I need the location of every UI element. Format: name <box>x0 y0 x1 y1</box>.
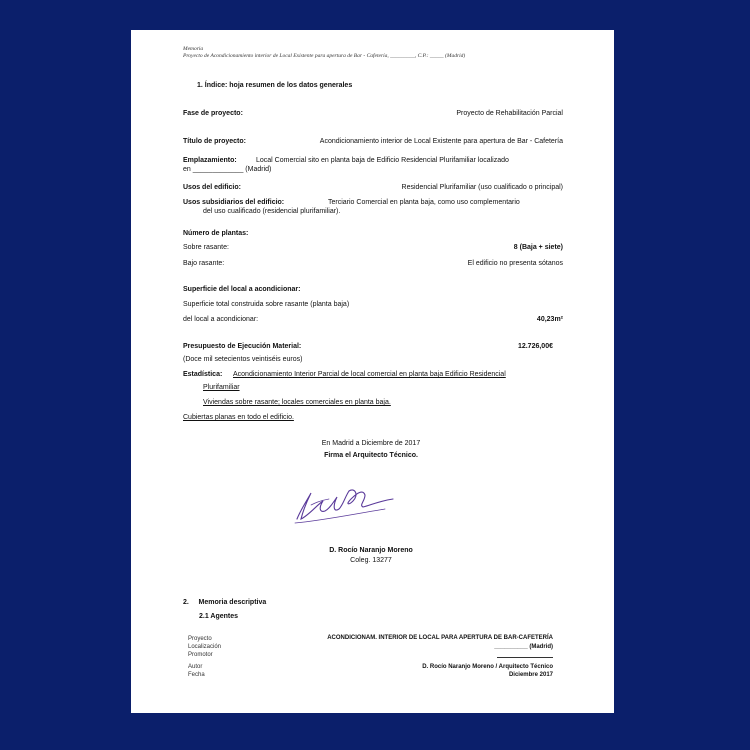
footer-author: D. Rocío Naranjo Moreno / Arquitecto Técnico <box>422 664 553 670</box>
footer-label-fecha: Fecha <box>188 672 205 678</box>
footer-project: ACONDICIONAM. INTERIOR DE LOCAL PARA APERTURA DE BAR-CAFETERÍA <box>327 635 553 641</box>
fase-label: Fase de proyecto: <box>183 110 243 117</box>
section-2-title: 2. Memoria descriptiva <box>183 599 267 606</box>
footer-label-promotor: Promotor <box>188 652 213 658</box>
sobre-rasante-label: Sobre rasante: <box>183 244 229 251</box>
subsidiarios-value-1: Terciario Comercial en planta baja, como uso complementario <box>328 199 520 206</box>
section-1-title: 1. Índice: hoja resumen de los datos generales <box>197 82 353 89</box>
superficie-line-2: del local a acondicionar: <box>183 316 259 323</box>
section-2-1-title: 2.1 Agentes <box>199 613 239 620</box>
estadistica-line-4: Cubiertas planas en todo el edificio. <box>183 414 294 421</box>
superficie-value: 40,23m² <box>536 316 563 323</box>
superficie-label: Superficie del local a acondicionar: <box>183 286 301 293</box>
estadistica-line-2: Plurifamiliar <box>203 384 240 391</box>
estadistica-label: Estadística: <box>183 371 223 378</box>
subsidiarios-label: Usos subsidiarios del edificio: <box>183 199 285 206</box>
footer-location: __________ (Madrid) <box>494 644 553 650</box>
titulo-label: Título de proyecto: <box>183 138 246 145</box>
plantas-label: Número de plantas: <box>183 230 249 237</box>
estadistica-line-1: Acondicionamiento Interior Parcial de local comercial en planta baja Edificio Residencial <box>233 371 506 378</box>
sobre-rasante-value: 8 (Baja + siete) <box>513 244 563 251</box>
presupuesto-words: (Doce mil setecientos veintiséis euros) <box>183 356 303 363</box>
header-title: Memoria <box>183 46 204 52</box>
emplazamiento-value-2: en _____________ (Madrid) <box>183 166 272 173</box>
firma-label: Firma el Arquitecto Técnico. <box>324 452 418 459</box>
footer-label-localizacion: Localización <box>188 644 222 650</box>
footer-label-proyecto: Proyecto <box>188 636 212 642</box>
architect-name: D. Rocío Naranjo Moreno <box>329 547 413 554</box>
signature-image <box>289 475 399 530</box>
estadistica-line-3: Viviendas sobre rasante; locales comerciales en planta baja. <box>203 399 391 406</box>
presupuesto-value: 12.726,00€ <box>517 343 553 350</box>
subsidiarios-value-2: del uso cualificado (residencial plurifamiliar). <box>203 208 341 215</box>
fase-value: Proyecto de Rehabilitación Parcial <box>456 110 563 117</box>
titulo-value: Acondicionamiento interior de Local Existente para apertura de Bar - Cafetería <box>319 138 563 145</box>
footer-label-autor: Autor <box>188 664 203 670</box>
place-date: En Madrid a Diciembre de 2017 <box>321 440 421 447</box>
usos-value: Residencial Plurifamiliar (uso cualificado o principal) <box>401 184 563 191</box>
document-page <box>131 30 614 713</box>
footer-date: Diciembre 2017 <box>508 672 553 678</box>
superficie-line-1: Superficie total construida sobre rasante (planta baja) <box>183 301 350 308</box>
header-subtitle: Proyecto de Acondicionamiento interior de Local Existente para apertura de Bar - Cafetería, _________, C.P.: _____ (Madrid) <box>183 53 466 59</box>
emplazamiento-value-1: Local Comercial sito en planta baja de Edificio Residencial Plurifamiliar localizado <box>256 157 509 164</box>
coleg-number: Coleg. 13277 <box>350 557 392 564</box>
bajo-rasante-label: Bajo rasante: <box>183 260 225 267</box>
emplazamiento-label: Emplazamiento: <box>183 157 237 164</box>
presupuesto-label: Presupuesto de Ejecución Material: <box>183 343 302 350</box>
footer-promotor-line <box>497 657 553 658</box>
bajo-rasante-value: El edificio no presenta sótanos <box>467 260 563 267</box>
usos-label: Usos del edificio: <box>183 184 241 191</box>
